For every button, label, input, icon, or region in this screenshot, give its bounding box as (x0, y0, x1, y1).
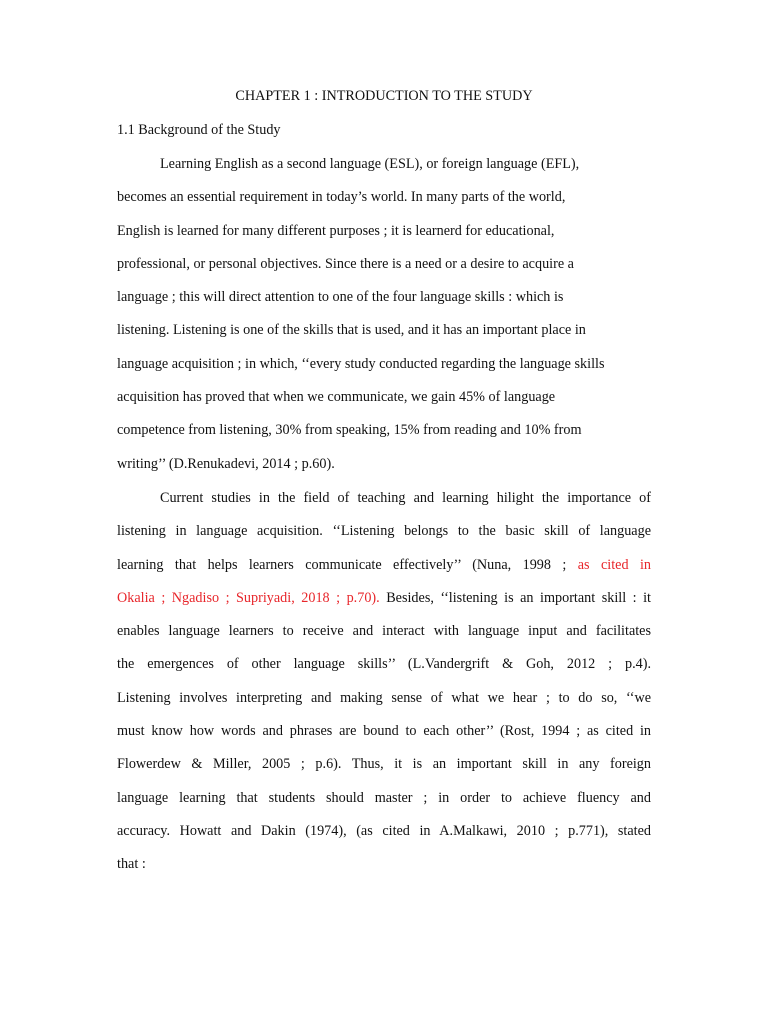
paragraph-line: Current studies in the field of teaching and learning hilight the importance of (160, 490, 651, 506)
paragraph-line: language acquisition ; in which, ‘‘every study conducted regarding the language skills (117, 355, 605, 372)
highlighted-citation: as cited in (577, 556, 651, 573)
paragraph-line: language ; this will direct attention to one of the four language skills : which is (117, 289, 564, 306)
paragraph-line: Flowerdew & Miller, 2005 ; p.6). Thus, it is an important skill in any foreign (117, 756, 651, 773)
paragraph-1 (117, 148, 651, 481)
paragraph-line: writing’’ (D.Renukadevi, 2014 ; p.60). (117, 455, 335, 472)
paragraph-line (117, 549, 651, 582)
paragraph-line: must know how words and phrases are bound to each other’’ (Rost, 1994 ; as cited in (117, 723, 651, 740)
paragraph-line (117, 582, 651, 615)
text-run: learning that helps learners communicate effectively’’ (Nuna, 1998 ; (117, 556, 567, 573)
paragraph-line: listening. Listening is one of the skills that is used, and it has an important place in (117, 322, 586, 339)
paragraph-line: the emergences of other language skills’’ (L.Vandergrift & Goh, 2012 ; p.4). (117, 656, 651, 673)
paragraph-line: competence from listening, 30% from speaking, 15% from reading and 10% from (117, 422, 582, 439)
paragraph-line: enables language learners to receive and interact with language input and facilitates (117, 623, 651, 640)
highlighted-citation: Okalia ; Ngadiso ; Supriyadi, 2018 ; p.70). (117, 589, 380, 606)
paragraph-line: English is learned for many different purposes ; it is learnerd for educational, (117, 222, 555, 239)
paragraph-line: acquisition has proved that when we communicate, we gain 45% of language (117, 389, 556, 406)
paragraph-2 (117, 482, 651, 882)
paragraph-line: accuracy. Howatt and Dakin (1974), (as cited in A.Malkawi, 2010 ; p.771), stated (117, 822, 651, 839)
section-heading: 1.1 Background of the Study (117, 122, 281, 138)
paragraph-line: becomes an essential requirement in today’s world. In many parts of the world, (117, 189, 566, 206)
paragraph-line: Learning English as a second language (ESL), or foreign language (EFL), (160, 156, 580, 172)
paragraph-line: Listening involves interpreting and making sense of what we hear ; to do so, ‘‘we (117, 689, 651, 706)
paragraph-line: professional, or personal objectives. Since there is a need or a desire to acquire a (117, 255, 574, 272)
paragraph-line: listening in language acquisition. ‘‘Listening belongs to the basic skill of language (117, 523, 651, 540)
text-run: Besides, ‘‘listening is an important skill : it (386, 589, 651, 606)
paragraph-line: language learning that students should master ; in order to achieve fluency and (117, 789, 651, 806)
chapter-title: CHAPTER 1 : INTRODUCTION TO THE STUDY (235, 88, 533, 104)
paragraph-line: that : (117, 856, 146, 873)
